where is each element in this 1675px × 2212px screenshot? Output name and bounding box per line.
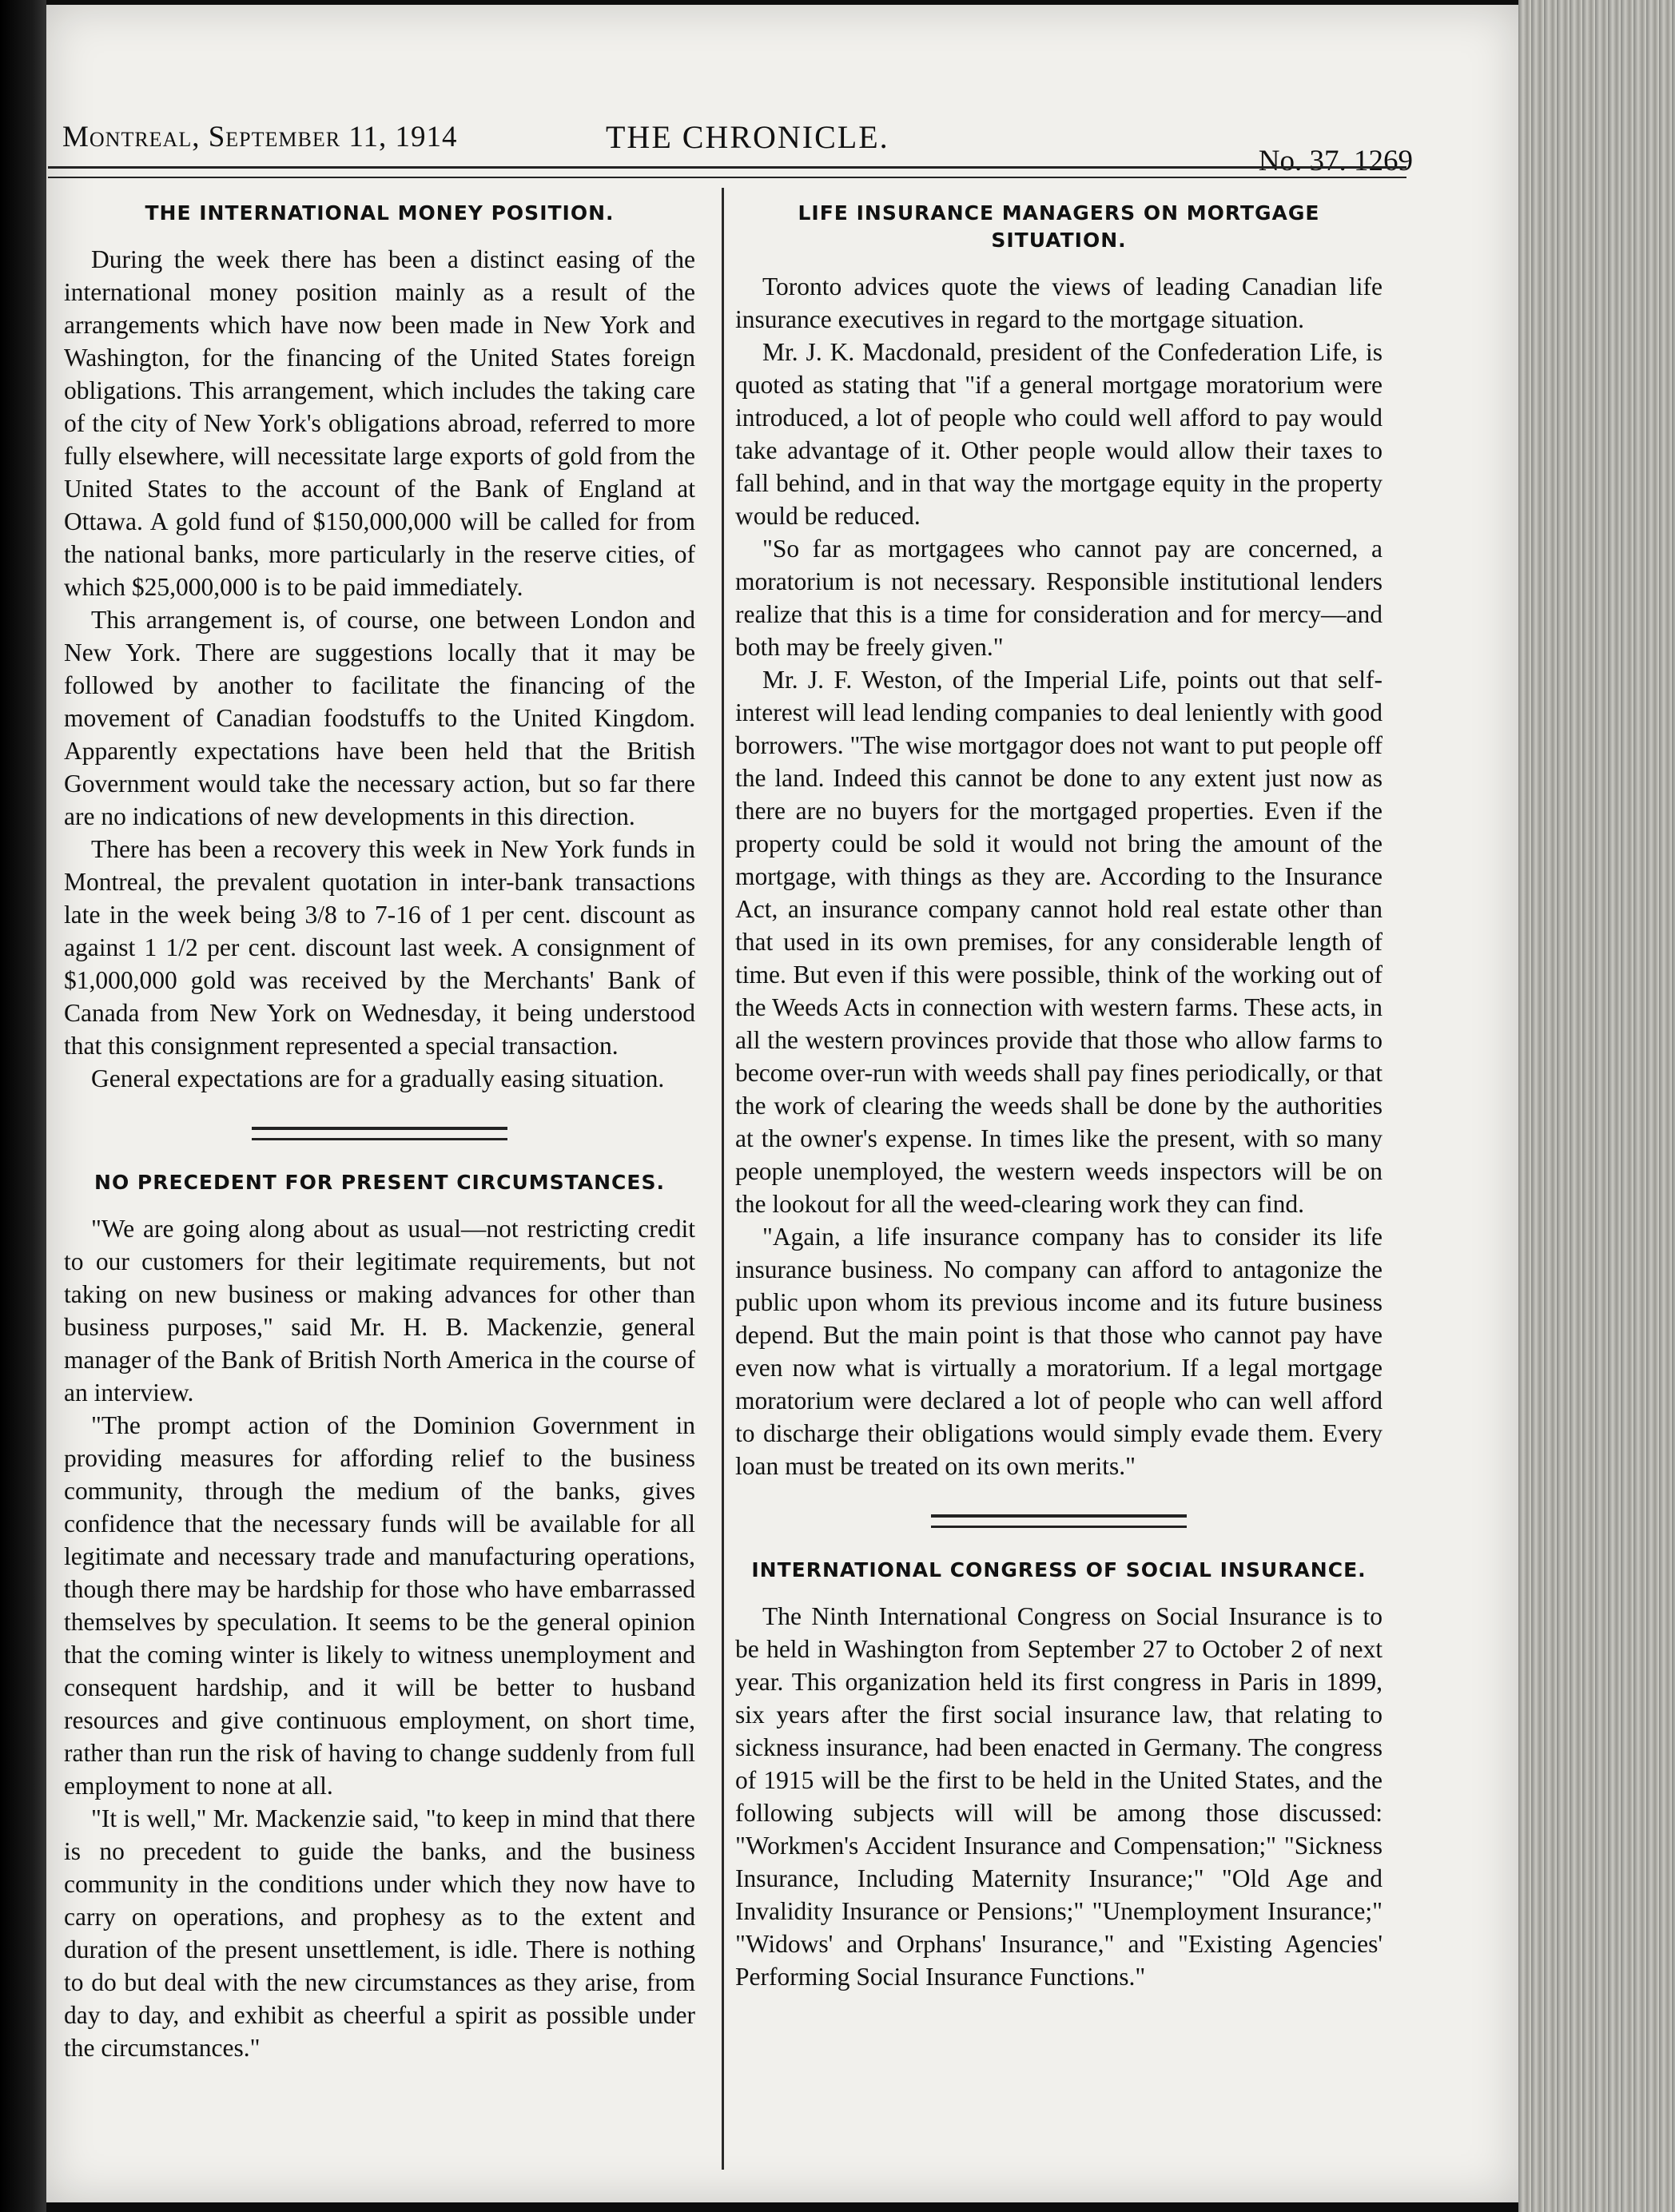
paragraph: "The prompt action of the Dominion Government in providing measures for affording relief to the business community, through the medium of the banks, gives confidence that the necessary funds will be available for all legitimate and necessary trade and manufacturing operations, though there may be hardship for those who have embarrassed themselves by speculation. It seems to be the general opinion that the coming winter is likely to witness unemployment and consequent hardship, and it will be better to husband resources and give continuous employment, on short time, rather than run the risk of having to change suddenly from full employment to none at all. xyxy=(64,1411,695,1800)
paragraph: General expectations are for a gradually easing situation. xyxy=(91,1064,665,1092)
paragraph: The Ninth International Congress on Social Insurance is to be held in Washington from September 27 to October 2 of next year. This organization held its first congress in Paris in 1899, six years after the first social insurance law, that relating to sickness insurance, had been enacted in Germany. The congress of 1915 will be the first to be held in the United States, and the following subjects will will be among those discussed: "Workmen's Accident Insurance and Compensation;" "Sickness Insurance, Including Maternity Insurance;" "Old Age and Invalidity Insurance or Pensions;" "Unemployment Insurance;" "Widows' and Orphans' Insurance," and "Existing Agencies' Performing Social Insurance Functions." xyxy=(735,1602,1383,1991)
paragraph: "Again, a life insurance company has to consider its life insurance business. No company can afford to antagonize the public upon whom its previous income and its future business depend. But the main point is that those who cannot pay have even now what is virtually a moratorium. If a legal mortgage moratorium were declared a lot of people who can well afford to discharge their obligations would simply evade them. Every loan must be treated on its own merits." xyxy=(735,1223,1383,1480)
header-date: Montreal, September 11, 1914 xyxy=(62,121,458,153)
header-rule xyxy=(48,166,1406,178)
article-title: THE INTERNATIONAL MONEY POSITION. xyxy=(145,201,615,225)
paragraph: "It is well," Mr. Mackenzie said, "to keep in mind that there is no precedent to guide the banks, and the business community in the conditions under which they now have to carry on operations, and prophesy as to the extent and duration of the present unsettlement, is idle. There is nothing to do but deal with the new circumstances as they arise, from day to day, and exhibit as cheerful a spirit as possible under the circumstances." xyxy=(64,1804,695,2062)
page-stack-edge xyxy=(1518,0,1675,2212)
paragraph: "We are going along about as usual—not restricting credit to our customers for their legitimate requirements, but not taking on new business or making advances for other than business purposes," said Mr. H. B. Mackenzie, general manager of the Bank of British North America in the course of an interview. xyxy=(64,1215,695,1406)
article-separator xyxy=(931,1514,1187,1528)
article-title: LIFE INSURANCE MANAGERS ON MORTGAGE SITUATION. xyxy=(798,201,1320,252)
paragraph: Mr. J. K. Macdonald, president of the Confederation Life, is quoted as stating that "if a general mortgage moratorium were introduced, a lot of people who could well afford to pay would take advantage of it. Other people would allow their taxes to fall behind, and in that way the mortgage equity in the property would be reduced. xyxy=(735,338,1383,530)
paragraph: This arrangement is, of course, one between London and New York. There are suggestions locally that it may be followed by another to facilitate the financing of the movement of Canadian foodstuffs to the United Kingdom. Apparently expectations have been held that the British Government would take the necessary action, but so far there are no indications of new developments in this direction. xyxy=(64,606,695,830)
paragraph: During the week there has been a distinct easing of the international money position mainly as a result of the arrangements which have now been made in New York and Washington, for the financing of the United States foreign obligations. This arrangement, which includes the taking care of the city of New York's obligations abroad, referred to more fully elsewhere, will necessitate large exports of gold from the United States to the account of the Bank of England at Ottawa. A gold fund of $150,000,000 will be called for from the national banks, more particularly in the reserve cities, of which $25,000,000 is to be paid immediately. xyxy=(64,245,695,601)
article-international-congress xyxy=(735,1557,1383,1993)
article-separator xyxy=(252,1127,507,1140)
header-issue-page: No. 37. 1269 xyxy=(1258,145,1413,177)
article-life-insurance-managers xyxy=(735,200,1383,1482)
article-no-precedent xyxy=(64,1169,695,2064)
paragraph: "So far as mortgagees who cannot pay are concerned, a moratorium is not necessary. Responsible institutional lenders realize that this is a time for consideration and for mercy—and both may be freely given." xyxy=(735,535,1383,661)
paragraph: There has been a recovery this week in New York funds in Montreal, the prevalent quotation in inter-bank transactions late in the week being 3/8 to 7-16 of 1 per cent. discount as against 1 1/2 per cent. discount last week. A consignment of $1,000,000 gold was received by the Merchants' Bank of Canada from New York on Wednesday, it being understood that this consignment represented a special transaction. xyxy=(64,835,695,1060)
header-publication-title: THE CHRONICLE. xyxy=(606,119,889,155)
left-column xyxy=(64,200,695,2064)
book-binding xyxy=(0,0,46,2212)
right-column xyxy=(735,200,1383,1993)
running-header xyxy=(62,112,1413,177)
article-title: NO PRECEDENT FOR PRESENT CIRCUMSTANCES. xyxy=(94,1171,665,1194)
article-title: INTERNATIONAL CONGRESS OF SOCIAL INSURANCE. xyxy=(751,1558,1367,1581)
article-international-money-position xyxy=(64,200,695,1095)
column-divider xyxy=(722,188,724,2170)
paragraph: Mr. J. F. Weston, of the Imperial Life, points out that self-interest will lead lending companies to deal leniently with good borrowers. "The wise mortgagor does not want to put people off the land. Indeed this cannot be done to any extent just now as there are no buyers for the mortgaged properties. Even if the property could be sold it would not bring the amount of the mortgage, with things as they are. According to the Insurance Act, an insurance company cannot hold real estate other than that used in its own premises, for any considerable length of time. But even if this were possible, think of the working out of the Weeds Acts in connection with western farms. These acts, in all the western provinces provide that those who allow farms to become over-run with weeds shall pay fines periodically, or that the work of clearing the weeds shall be done by the authorities at the owner's expense. In times like the present, with so many people unemployed, the western weeds inspectors will be on the lookout for all the weed-clearing work they can find. xyxy=(735,666,1383,1218)
paragraph: Toronto advices quote the views of leading Canadian life insurance executives in regard to the mortgage situation. xyxy=(735,273,1383,333)
